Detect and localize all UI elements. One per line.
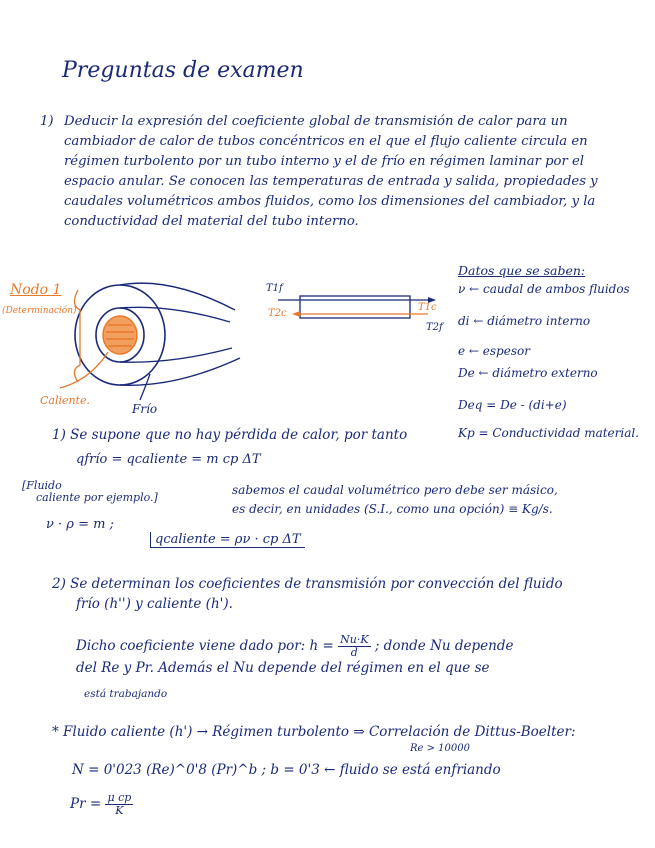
caliente-arrow — [60, 352, 108, 388]
step1-bracket-note — [22, 480, 158, 504]
step2-line5: está trabajando — [84, 688, 168, 700]
formula-h-fraction — [338, 634, 370, 659]
schematic-outer-rect — [300, 296, 410, 318]
step3-prandtl — [70, 792, 133, 817]
question-number: 1) — [40, 114, 54, 129]
hot-fluid-core — [103, 316, 137, 354]
formula-h-numerator: Nu·K — [340, 633, 369, 646]
formula-h-denominator: d — [350, 646, 358, 659]
step1-q-caliente: qcaliente = ρν · cp ΔT — [150, 532, 305, 548]
step2-intro — [52, 574, 563, 614]
formula-h-lhs: h = — [309, 638, 334, 654]
outer-tube-top-line — [120, 283, 235, 310]
known-data-list — [458, 264, 639, 440]
step2-line1: 2) Se determinan los coeficientes de transmisión por convección del fluido — [52, 576, 563, 592]
known-data-item: ν ← caudal de ambos fluidos — [458, 282, 630, 296]
step3-line1: * Fluido caliente (h') → Régimen turbolento ⇒ Correlación de Dittus-Boelter: — [52, 724, 576, 740]
prandtl-numerator: μ cp — [107, 791, 132, 804]
prandtl-lhs: Pr = — [70, 796, 102, 812]
step2-line3: Dicho coeficiente viene dado por: — [76, 638, 306, 654]
step1-line1: 1) Se supone que no hay pérdida de calor, por tanto — [52, 427, 408, 443]
prandtl-fraction — [105, 792, 133, 817]
known-data-item: Kp = Conductividad material. — [458, 426, 640, 440]
step2-line4: del Re y Pr. Además el Nu depende del régimen en el que se — [76, 660, 490, 676]
step2-line2: frío (h'') y caliente (h'). — [76, 596, 233, 612]
step1-heat-balance: qfrío = qcaliente = m cp ΔT — [76, 452, 261, 467]
known-data-item: di ← diámetro interno — [458, 314, 591, 328]
known-data-item: e ← espesor — [458, 344, 530, 358]
step1-mass-flow: ν · ρ = m ; — [46, 517, 114, 532]
step2-explanation — [76, 634, 513, 678]
question-block — [40, 112, 630, 232]
label-t2c: T2c — [268, 308, 287, 319]
label-t2f: T2f — [426, 322, 443, 333]
step3-re-condition: Re > 10000 — [410, 743, 470, 754]
frio-arrow — [140, 374, 150, 400]
label-frio: Frío — [132, 402, 158, 416]
step2-line3-tail: ; donde Nu depende — [374, 638, 514, 654]
nodo-title: Nodo 1 — [10, 282, 62, 298]
step3-dittus-boelter: N = 0'023 (Re)^0'8 (Pr)^b ; b = 0'3 ← fluido se está enfriando — [72, 762, 501, 778]
known-data-item: De ← diámetro externo — [458, 366, 598, 380]
label-t1c: T1c — [418, 302, 437, 313]
prandtl-denominator: K — [115, 804, 124, 817]
hot-flow-arrowhead — [292, 311, 300, 317]
note-line1: sabemos el caudal volumétrico pero debe ser másico, — [232, 483, 558, 497]
known-data-item: Deq = De - (di+e) — [458, 398, 567, 412]
nodo-subtitle: (Determinación) — [2, 306, 77, 316]
page-title: Preguntas de examen — [62, 58, 304, 83]
label-t1f: T1f — [266, 283, 283, 294]
label-caliente: Caliente. — [40, 394, 91, 407]
bracket-line2: caliente por ejemplo.] — [36, 491, 158, 504]
note-line2: es decir, en unidades (S.I., como una opción) ≡ Kg/s. — [232, 502, 553, 516]
known-data-header: Datos que se saben: — [458, 263, 586, 278]
question-text: Deducir la expresión del coeficiente global de transmisión de calor para un cambiador de calor de tubos concéntricos en el que el flujo caliente circula en régimen turbolento por un tubo interno y el de frío en régimen laminar por el espacio anular. Se conocen las temperaturas de entrada y salida, propiedades y caudales volumétricos ambos fluidos, como los dimensiones del cambiador, y la conductividad del material del tubo interno. — [64, 114, 598, 229]
bracket-line1: [Fluido — [22, 479, 62, 492]
step1-note — [232, 481, 558, 519]
